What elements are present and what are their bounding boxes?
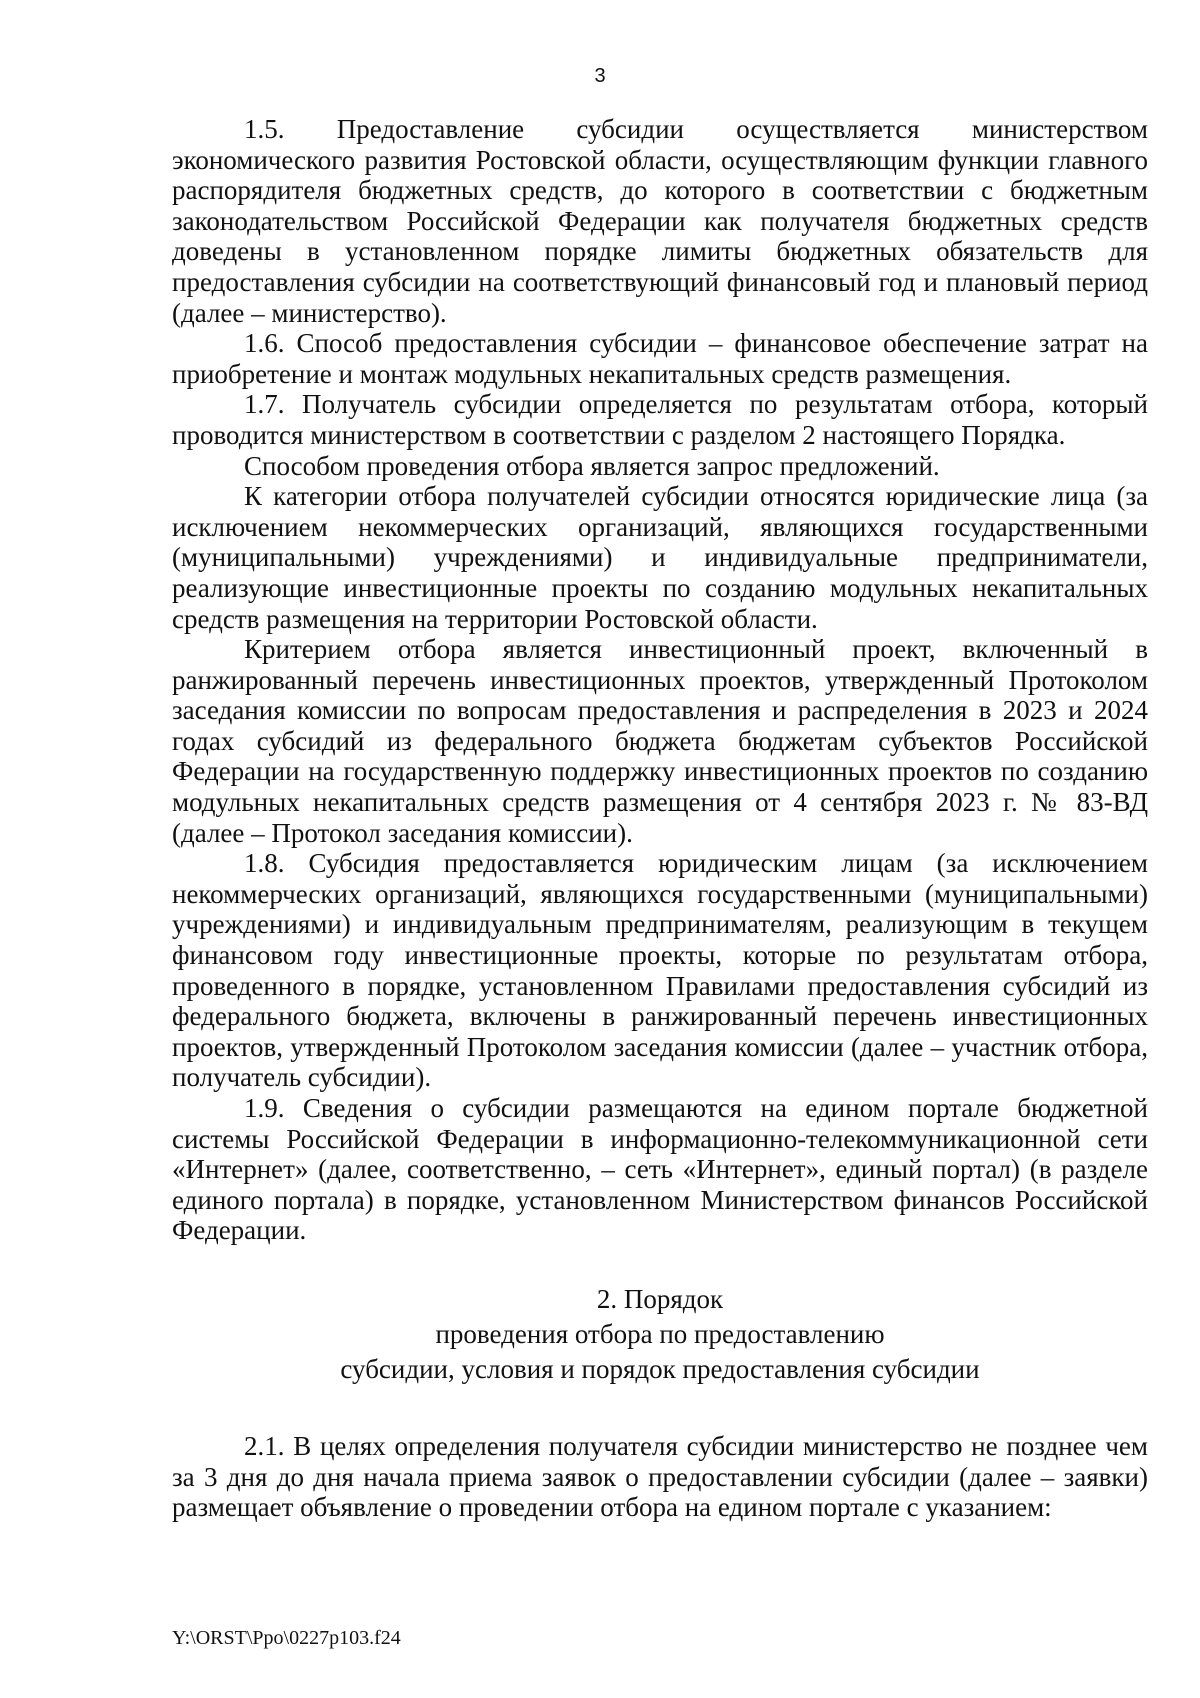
paragraph-1-8: 1.8. Субсидия предоставляется юридическим лицам (за исключением некоммерческих организаций, являющихся государственными (муниципальными) учреждениями) и индивидуальным предпринимателям, реализующим в текущем финансовом году инвестиционные проекты, которые по результатам отбора, проведенного в порядке, установленном Правилами предоставления субсидий из федерального бюджета, включены в ранжированный перечень инвестиционных проектов, утвержденный Протоколом заседания комиссии (далее – участник отбора, получатель субсидии).	[172, 848, 1148, 1093]
page-number: 3	[594, 65, 606, 87]
paragraph-1-7: 1.7. Получатель субсидии определяется по результатам отбора, который проводится министерством в соответствии с разделом 2 настоящего Порядка.	[172, 389, 1148, 450]
section-2-heading	[172, 1282, 1148, 1387]
paragraph-selection-method: Способом проведения отбора является запрос предложений.	[244, 450, 940, 481]
paragraph-2-1: 2.1. В целях определения получателя субсидии министерство не позднее чем за 3 дня до дня начала приема заявок о предоставлении субсидии (далее – заявки) размещает объявление о проведении отбора на едином портале с указанием:	[172, 1430, 1148, 1523]
paragraph-1-5: 1.5. Предоставление субсидии осуществляется министерством экономического развития Ростовской области, осуществляющим функции главного распорядителя бюджетных средств, до которого в соответствии с бюджетным законодательством Российской Федерации как получателя бюджетных средств доведены в установленном порядке лимиты бюджетных обязательств для предоставления субсидии на соответствующий финансовый год и плановый период (далее – министерство).	[172, 114, 1148, 328]
footer-file-path: Y:\ORST\Ppo\0227p103.f24	[172, 1627, 401, 1649]
paragraph-selection-category: К категории отбора получателей субсидии относятся юридические лица (за исключением некоммерческих организаций, являющихся государственными (муниципальными) учреждениями) и индивидуальные предприниматели, реализующие инвестиционные проекты по созданию модульных некапитальных средств размещения на территории Ростовской области.	[172, 481, 1148, 634]
document-body	[172, 114, 1148, 1523]
paragraph-1-6: 1.6. Способ предоставления субсидии – финансовое обеспечение затрат на приобретение и монтаж модульных некапитальных средств размещения.	[172, 328, 1148, 389]
section-2-heading-line-3: субсидии, условия и порядок предоставления субсидии	[340, 1353, 980, 1384]
paragraph-selection-criterion: Критерием отбора является инвестиционный проект, включенный в ранжированный перечень инвестиционных проектов, утвержденный Протоколом заседания комиссии по вопросам предоставления и распределения в 2023 и 2024 годах субсидий из федерального бюджета бюджетам субъектов Российской Федерации на государственную поддержку инвестиционных проектов по созданию модульных некапитальных средств размещения от 4 сентября 2023 г. № 83-ВД (далее – Протокол заседания комиссии).	[172, 634, 1148, 848]
paragraph-1-9: 1.9. Сведения о субсидии размещаются на едином портале бюджетной системы Российской Федерации в информационно-телекоммуникационной сети «Интернет» (далее, соответственно, – сеть «Интернет», единый портал) (в разделе единого портала) в порядке, установленном Министерством финансов Российской Федерации.	[172, 1093, 1148, 1246]
section-2-heading-line-2: проведения отбора по предоставлению	[435, 1318, 885, 1349]
section-2-heading-line-1: 2. Порядок	[596, 1283, 724, 1314]
